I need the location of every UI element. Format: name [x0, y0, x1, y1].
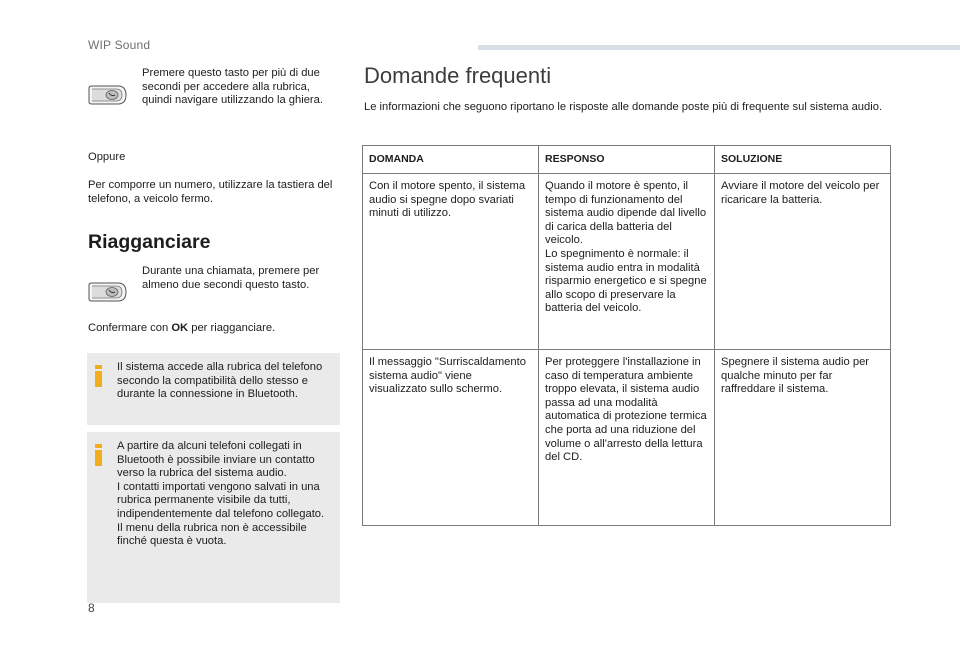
page-number: 8 — [88, 601, 95, 615]
column-header-question: DOMANDA — [363, 146, 539, 174]
confirm-instruction — [88, 322, 275, 336]
column-header-solution: SOLUZIONE — [715, 146, 891, 174]
table-cell-solution: Avviare il motore del veicolo per ricaricare la batteria. — [715, 174, 891, 350]
info-icon — [95, 444, 103, 466]
table-cell-question: Con il motore spento, il sistema audio si spegne dopo svariati minuti di utilizzo. — [363, 174, 539, 350]
table-row — [363, 174, 891, 350]
table-cell-answer: Per proteggere l'installazione in caso di temperatura ambiente troppo elevata, il sistema audio passa ad una modalità automatica di protezione termica che porta ad una riduzione del volume o all'arresto della lettura del CD. — [539, 350, 715, 526]
info-icon — [95, 365, 103, 387]
confirm-prefix: Confermare con — [88, 322, 172, 334]
keypad-instruction: Per comporre un numero, utilizzare la tastiera del telefono, a veicolo fermo. — [88, 179, 333, 205]
faq-table — [362, 145, 891, 526]
table-cell-answer: Quando il motore è spento, il tempo di funzionamento del sistema audio dipende dal livello di carica della batteria del veicolo. Lo spegnimento è normale: il sistema audio entra in modalità risparmio energetico e si spegne allo scopo di preservare la batteria del veicolo. — [539, 174, 715, 350]
ok-key-label: OK — [171, 322, 189, 334]
hangup-instruction: Durante una chiamata, premere per almeno due secondi questo tasto. — [142, 265, 320, 291]
table-cell-solution: Spegnere il sistema audio per qualche minuto per far raffreddare il sistema. — [715, 350, 891, 526]
table-row — [363, 350, 891, 526]
table-header-row — [363, 146, 891, 174]
info-text: A partire da alcuni telefoni collegati in Bluetooth è possibile inviare un contatto verso la rubrica del sistema audio. I contatti importati vengono salvati in una rubrica permanente visibile da tutti, indipendentemente dal telefono collegato. Il menu della rubrica non è accessibile finché questa è vuota. — [117, 440, 325, 548]
info-text: Il sistema accede alla rubrica del telefono secondo la compatibilità dello stesso e durante la connessione in Bluetooth. — [117, 361, 323, 401]
or-text: Oppure — [88, 151, 126, 163]
hangup-heading: Riagganciare — [88, 231, 211, 253]
steering-wheel-phone-button-icon — [86, 281, 128, 303]
header-rule — [478, 45, 960, 50]
header-title: WIP Sound — [88, 38, 151, 52]
intro-text: Le informazioni che seguono riportano le risposte alle domande poste più di frequente sul sistema audio. — [364, 101, 883, 113]
page-title: Domande frequenti — [364, 63, 552, 88]
info-box-bluetooth-compat — [87, 353, 340, 425]
info-box-contacts — [87, 432, 340, 603]
confirm-suffix: per riagganciare. — [188, 322, 276, 334]
phonebook-instruction: Premere questo tasto per più di due secondi per accedere alla rubrica, quindi navigare utilizzando la ghiera. — [142, 67, 323, 107]
table-cell-question: Il messaggio "Surriscaldamento sistema audio" viene visualizzato sullo schermo. — [363, 350, 539, 526]
column-header-answer: RESPONSO — [539, 146, 715, 174]
steering-wheel-phone-button-icon — [86, 84, 128, 106]
